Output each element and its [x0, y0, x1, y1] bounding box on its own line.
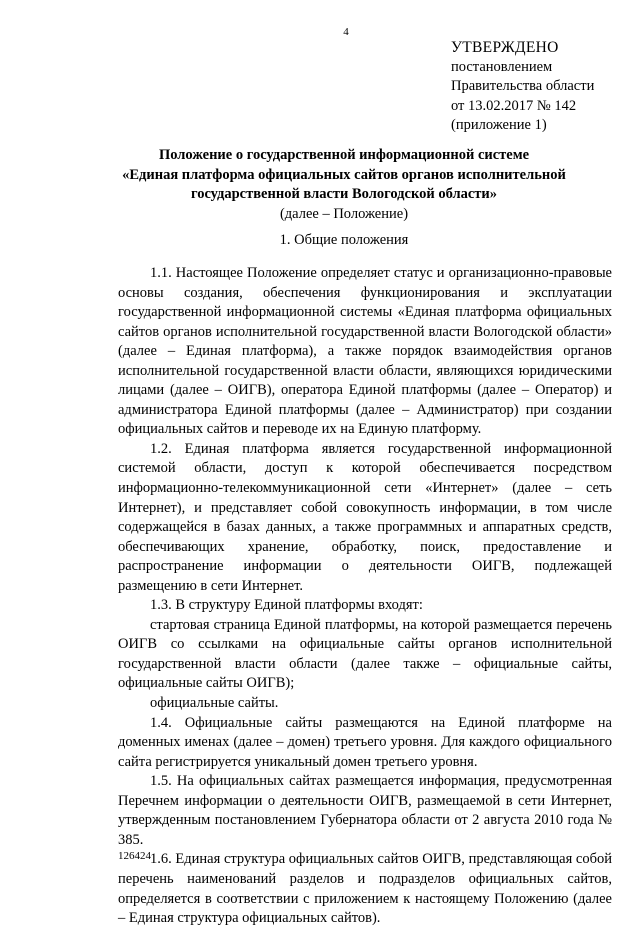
title-line: Положение о государственной информационной системе [158, 147, 530, 163]
approval-line: постановлением [451, 58, 553, 75]
paragraph: 1.3. В структуру Единой платформы входят: [150, 597, 423, 614]
title-note: (далее – Положение) [279, 205, 409, 222]
paragraph: 1.5. На официальных сайтах размещается информация, предусмотренная Перечнем информации о деятельности ОИГВ, размещаемой в сети Интернет, утвержденным постановлением Губернатора области от 2 августа 2010 года № 385. [118, 773, 612, 848]
paragraph: 1.1. Настоящее Положение определяет статус и организационно-правовые основы создания, обеспечения функционирования и эксплуатации государственной информационной системы «Единая платформа официальных сайтов органов исполнительной государственной власти Вологодской области» (далее – Единая платформа), а также порядок взаимодействия органов исполнительной государственной власти области, являющихся юридическими лицами (далее – ОИГВ), оператора Единой платформы (далее – Оператор) и администратора Единой платформы (далее – Администратор) при создании официальных сайтов и переводе их на Единую платформу. [118, 265, 612, 438]
paragraph: официальные сайты. [150, 695, 279, 712]
approval-line: Правительства области [451, 78, 595, 95]
approval-annex: (приложение 1) [451, 117, 547, 134]
approval-date: от 13.02.2017 № 142 [451, 97, 577, 114]
document-code: 126424 [118, 850, 151, 862]
title-line: «Единая платформа официальных сайтов органов исполнительной [122, 166, 566, 183]
paragraph: 1.6. Единая структура официальных сайтов ОИГВ, представляющая собой перечень наименований разделов и подразделов официальных сайтов, определяется в соответствии с приложением к настоящему Положению (далее – Единая структура официальных сайтов). [118, 851, 612, 927]
approval-heading: УТВЕРЖДЕНО [451, 39, 559, 56]
approval-stamp [451, 38, 631, 136]
paragraph: 1.2. Единая платформа является государственной информационной системой области, доступ к которой обеспечивается посредством информационно-телекоммуникационной сети «Интернет» (далее – сеть Интернет), и представляет собой совокупность информации, в том числе содержащейся в базах данных, а также программных и аппаратных средств, обеспечивающих хранение, обработку, поиск, предоставление и распространение информации о деятельности ОИГВ, подлежащей размещению в сети Интернет. [118, 440, 612, 594]
document-title [60, 146, 628, 224]
paragraph: 1.4. Официальные сайты размещаются на Единой платформе на доменных именах (далее – домен) третьего уровня. Для каждого официального сайта регистрируется уникальный домен третьего уровня. [118, 714, 612, 770]
title-line: государственной власти Вологодской области» [190, 186, 498, 203]
section-heading: 1. Общие положения [279, 232, 409, 248]
paragraph: стартовая страница Единой платформы, на которой размещается перечень ОИГВ со ссылками на официальные сайты органов исполнительной государственной власти области (далее также – официальные сайты, официальные сайты ОИГВ); [118, 616, 612, 692]
document-body [118, 264, 612, 929]
page-number: 4 [343, 26, 349, 38]
